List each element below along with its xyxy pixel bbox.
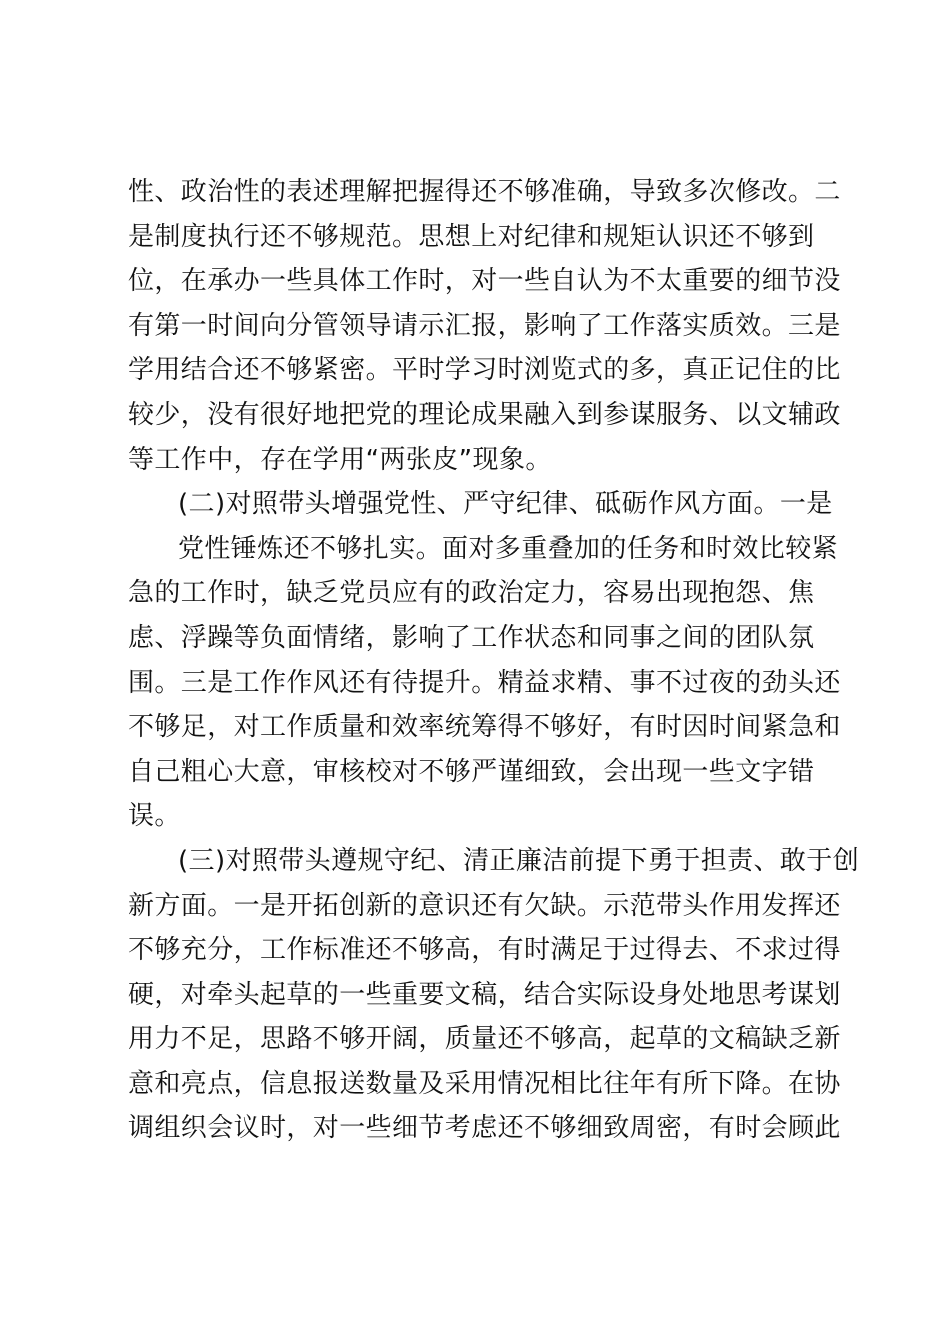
text-line: 急的工作时，缺乏党员应有的政治定力，容易出现抱怨、焦 bbox=[128, 578, 815, 609]
document-body bbox=[128, 170, 860, 1151]
text-line: 新方面。一是开拓创新的意识还有欠缺。示范带头作用发挥还 bbox=[128, 890, 841, 921]
text-line: 不够足，对工作质量和效率统筹得不够好，有时因时间紧急和 bbox=[128, 712, 841, 743]
text-line: 围。三是工作作风还有待提升。精益求精、事不过夜的劲头还 bbox=[128, 667, 841, 698]
text-line: 不够充分，工作标准还不够高，有时满足于过得去、不求过得 bbox=[128, 935, 841, 966]
text-line: 意和亮点，信息报送数量及采用情况相比往年有所下降。在协 bbox=[128, 1068, 841, 1099]
text-line: 学用结合还不够紧密。平时学习时浏览式的多，真正记住的比 bbox=[128, 355, 841, 386]
text-line: 性、政治性的表述理解把握得还不够准确，导致多次修改。二 bbox=[128, 177, 841, 207]
text-line: 调组织会议时，对一些细节考虑还不够细致周密，有时会顾此 bbox=[128, 1113, 841, 1144]
text-line: 等工作中，存在学用“两张皮”现象。 bbox=[128, 444, 552, 475]
text-line: 是制度执行还不够规范。思想上对纪律和规矩认识还不够到 bbox=[128, 221, 815, 252]
text-line: 误。 bbox=[128, 801, 181, 832]
text-line: 硬，对牵头起草的一些重要文稿，结合实际设身处地思考谋划 bbox=[128, 979, 841, 1010]
section-heading-line: (二)对照带头增强党性、严守纪律、砥砺作风方面。一是 bbox=[178, 489, 833, 520]
text-line: 较少，没有很好地把党的理论成果融入到参谋服务、以文辅政 bbox=[128, 399, 841, 430]
text-line: 虑、浮躁等负面情绪，影响了工作状态和同事之间的团队氛 bbox=[128, 622, 815, 653]
section-heading-line: (三)对照带头遵规守纪、清正廉洁前提下勇于担责、敢于创 bbox=[178, 845, 860, 876]
text-line: 党性锤炼还不够扎实。面对多重叠加的任务和时效比较紧 bbox=[178, 533, 839, 564]
text-line: 位，在承办一些具体工作时，对一些自认为不太重要的细节没 bbox=[128, 266, 841, 297]
text-line: 自己粗心大意，审核校对不够严谨细致，会出现一些文字错 bbox=[128, 756, 815, 787]
text-line: 有第一时间向分管领导请示汇报，影响了工作落实质效。三是 bbox=[128, 310, 841, 341]
text-line: 用力不足，思路不够开阔，质量还不够高，起草的文稿缺乏新 bbox=[128, 1024, 841, 1055]
